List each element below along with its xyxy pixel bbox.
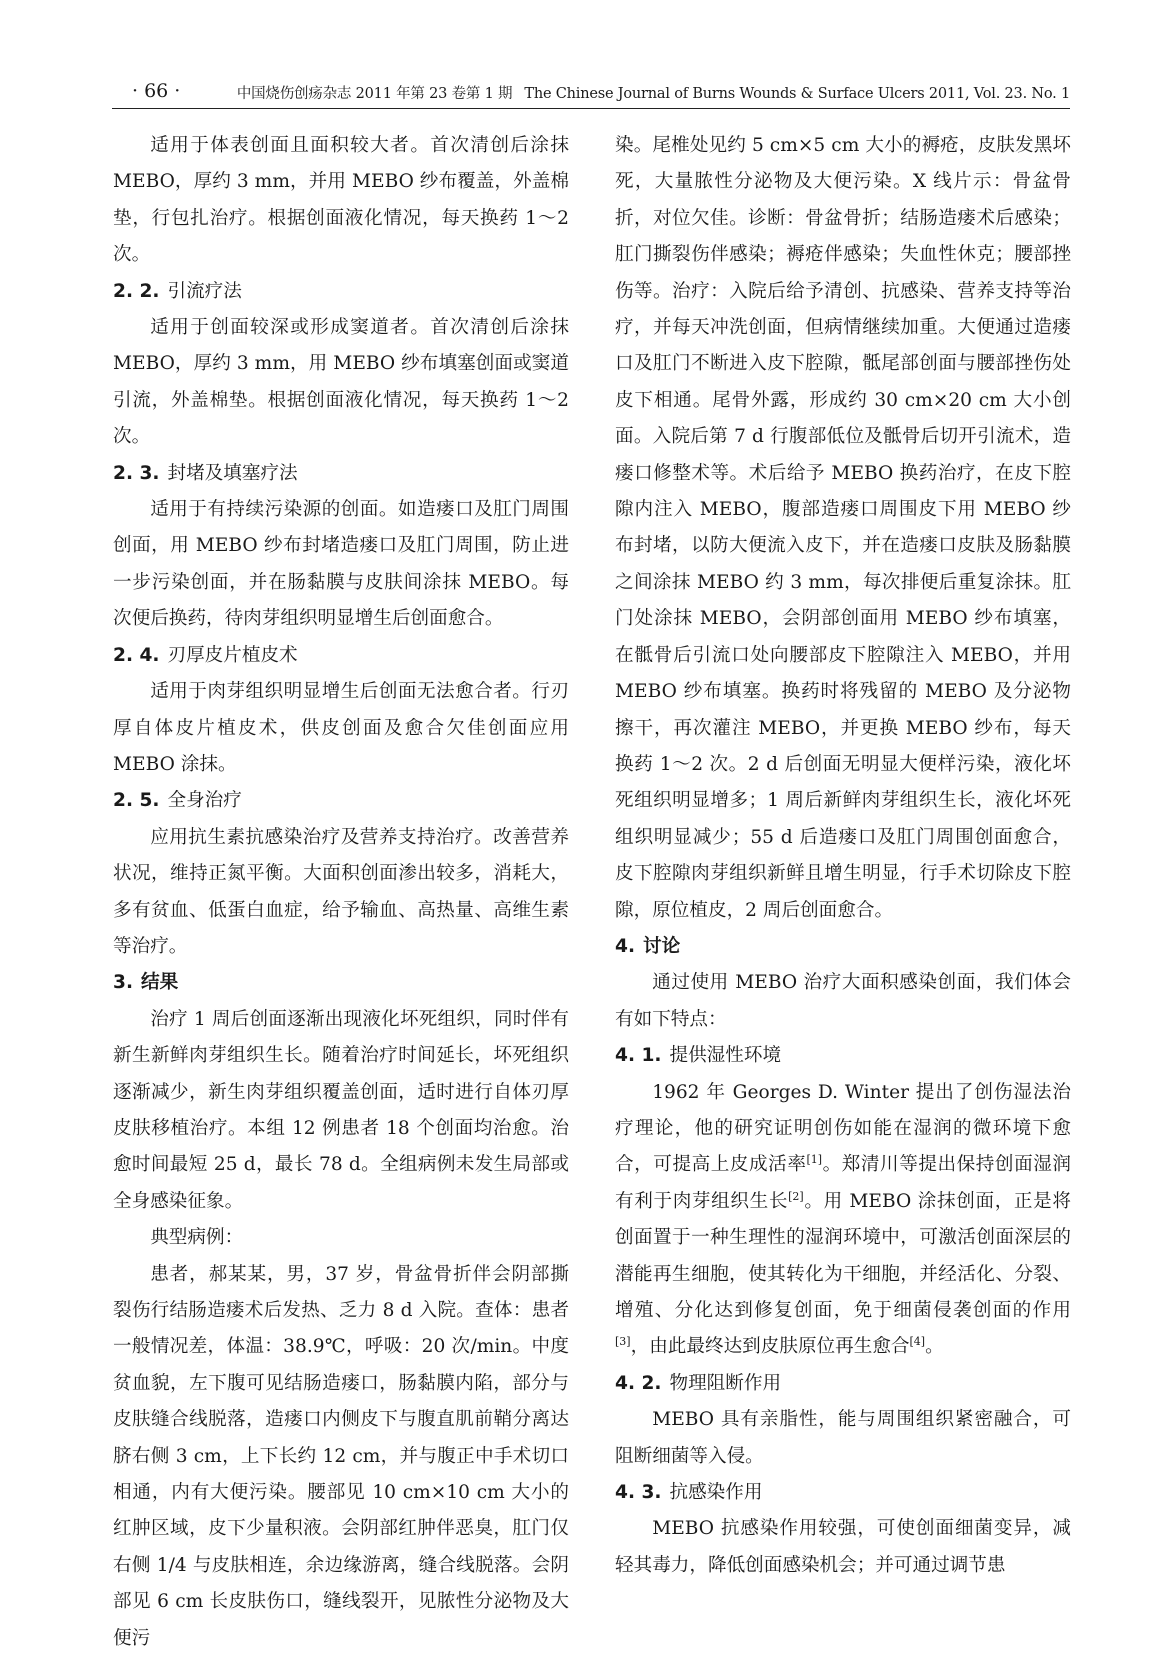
page-number: · 66 · <box>132 80 181 102</box>
section-heading-2-2: 2. 2. 引流疗法 <box>113 280 242 302</box>
citation-4: [4] <box>909 1335 926 1349</box>
journal-citation <box>237 82 1070 103</box>
paragraph-physical-barrier: MEBO 具有亲脂性，能与周围组织紧密融合，可阻断细菌等入侵。 <box>615 1409 1071 1467</box>
section-heading-4: 4. 讨论 <box>615 935 681 957</box>
paragraph-moist-environment: 1962 年 Georges D. Winter 提出了创伤湿法治疗理论，他的研究证明创伤如能在湿润的微环境下愈合，可提高上皮成活率[1]。郑清川等提出保持创面湿润有利于肉芽组织生长[2]。用 MEBO 涂抹创面，正是将创面置于一种生理性的湿润环境中，可激活创面深层的潜能再生细胞，使其转化为干细胞，并经活化、分裂、增殖、分化达到修复创面，免于细菌侵袭创面的作用[3]，由此最终达到皮肤原位再生愈合[4]。 <box>615 1081 1071 1358</box>
section-heading-2-4: 2. 4. 刃厚皮片植皮术 <box>113 644 298 666</box>
paragraph-results: 治疗 1 周后创面逐渐出现液化坏死组织，同时伴有新生新鲜肉芽组织生长。随着治疗时间延长，坏死组织逐渐减少，新生肉芽组织覆盖创面，适时进行自体刃厚皮肤移植治疗。本组 12 例患者 18 个创面均治愈。治愈时间最短 25 d，最长 78 d。全组病例未发生局部或全身感染征象。 <box>113 1008 569 1212</box>
journal-title-cn: 中国烧伤创疡杂志 2011 年第 23 卷第 1 期 <box>236 86 513 102</box>
paragraph-dressing: 适用于体表创面且面积较大者。首次清创后涂抹 MEBO，厚约 3 mm，并用 MEBO 纱布覆盖，外盖棉垫，行包扎治疗。根据创面液化情况，每天换药 1～2 次。 <box>113 135 569 266</box>
paragraph-anti-infection: MEBO 抗感染作用较强，可使创面细菌变异，减轻其毒力，降低创面感染机会；并可通过调节患 <box>615 1518 1071 1576</box>
citation-3: [3] <box>615 1335 631 1349</box>
section-heading-4-1: 4. 1. 提供湿性环境 <box>615 1045 782 1067</box>
left-column <box>113 128 569 1657</box>
section-heading-4-3: 4. 3. 抗感染作用 <box>615 1482 763 1504</box>
journal-title-en: The Chinese Journal of Burns Wounds & Surface Ulcers 2011, Vol. 23. No. 1 <box>524 86 1070 102</box>
paragraph-sealing: 适用于有持续污染源的创面。如造瘘口及肛门周围创面，用 MEBO 纱布封堵造瘘口及肛门周围，防止进一步污染创面，并在肠黏膜与皮肤间涂抹 MEBO。每次便后换药，待肉芽组织明显增生后创面愈合。 <box>113 499 569 630</box>
paragraph-case-continued: 染。尾椎处见约 5 cm×5 cm 大小的褥疮，皮肤发黑坏死，大量脓性分泌物及大便污染。X 线片示：骨盆骨折，对位欠佳。诊断：骨盆骨折；结肠造瘘术后感染；肛门撕裂伤伴感染；褥疮伴感染；失血性休克；腰部挫伤等。治疗：入院后给予清创、抗感染、营养支持等治疗，并每天冲洗创面，但病情继续加重。大便通过造瘘口及肛门不断进入皮下腔隙，骶尾部创面与腰部挫伤处皮下相通。尾骨外露，形成约 30 cm×20 cm 大小创面。入院后第 7 d 行腹部低位及骶骨后切开引流术，造瘘口修整术等。术后给予 MEBO 换药治疗，在皮下腔隙内注入 MEBO，腹部造瘘口周围皮下用 MEBO 纱布封堵，以防大便流入皮下，并在造瘘口皮肤及肠黏膜之间涂抹 MEBO 约 3 mm，每次排便后重复涂抹。肛门处涂抹 MEBO，会阴部创面用 MEBO 纱布填塞，在骶骨后引流口处向腰部皮下腔隙注入 MEBO，并用 MEBO 纱布填塞。换药时将残留的 MEBO 及分泌物擦干，再次灌注 MEBO，并更换 MEBO 纱布，每天换药 1～2 次。2 d 后创面无明显大便样污染，液化坏死组织明显增多；1 周后新鲜肉芽组织生长，液化坏死组织明显减少；55 d 后造瘘口及肛门周围创面愈合，皮下腔隙肉芽组织新鲜且增生明显，行手术切除皮下腔隙，原位植皮，2 周后创面愈合。 <box>615 135 1071 921</box>
paragraph-skin-graft: 适用于肉芽组织明显增生后创面无法愈合者。行刃厚自体皮片植皮术，供皮创面及愈合欠佳创面应用 MEBO 涂抹。 <box>113 681 569 775</box>
citation-2: [2] <box>788 1189 804 1203</box>
running-header <box>112 74 1070 109</box>
paragraph-case-label: 典型病例： <box>150 1227 244 1249</box>
paragraph-discussion-intro: 通过使用 MEBO 治疗大面积感染创面，我们体会有如下特点： <box>615 972 1071 1030</box>
citation-1: [1] <box>806 1153 823 1167</box>
paragraph-drainage: 适用于创面较深或形成窦道者。首次清创后涂抹 MEBO，厚约 3 mm，用 MEBO 纱布填塞创面或窦道引流，外盖棉垫。根据创面液化情况，每天换药 1～2 次。 <box>113 317 569 448</box>
right-column <box>615 128 1071 1584</box>
paragraph-case-report: 患者，郝某某，男，37 岁，骨盆骨折伴会阴部撕裂伤行结肠造瘘术后发热、乏力 8 d 入院。查体：患者一般情况差，体温：38.9℃，呼吸：20 次/min。中度贫血貌，左下腹可见结肠造瘘口，肠黏膜内陷，部分与皮肤缝合线脱落，造瘘口内侧皮下与腹直肌前鞘分离达脐右侧 3 cm，上下长约 12 cm，并与腹正中手术切口相通，内有大便污染。腰部见 10 cm×10 cm 大小的红肿区域，皮下少量积液。会阴部红肿伴恶臭，肛门仅右侧 1/4 与皮肤相连，余边缘游离，缝合线脱落。会阴部见 6 cm 长皮肤伤口，缝线裂开，见脓性分泌物及大便污 <box>113 1263 569 1649</box>
paragraph-systemic: 应用抗生素抗感染治疗及营养支持治疗。改善营养状况，维持正氮平衡。大面积创面渗出较多，消耗大，多有贫血、低蛋白血症，给予输血、高热量、高维生素等治疗。 <box>113 826 569 957</box>
section-heading-4-2: 4. 2. 物理阻断作用 <box>615 1372 782 1394</box>
section-heading-2-5: 2. 5. 全身治疗 <box>113 790 242 812</box>
section-heading-2-3: 2. 3. 封堵及填塞疗法 <box>113 462 298 484</box>
section-heading-3: 3. 结果 <box>113 972 179 994</box>
